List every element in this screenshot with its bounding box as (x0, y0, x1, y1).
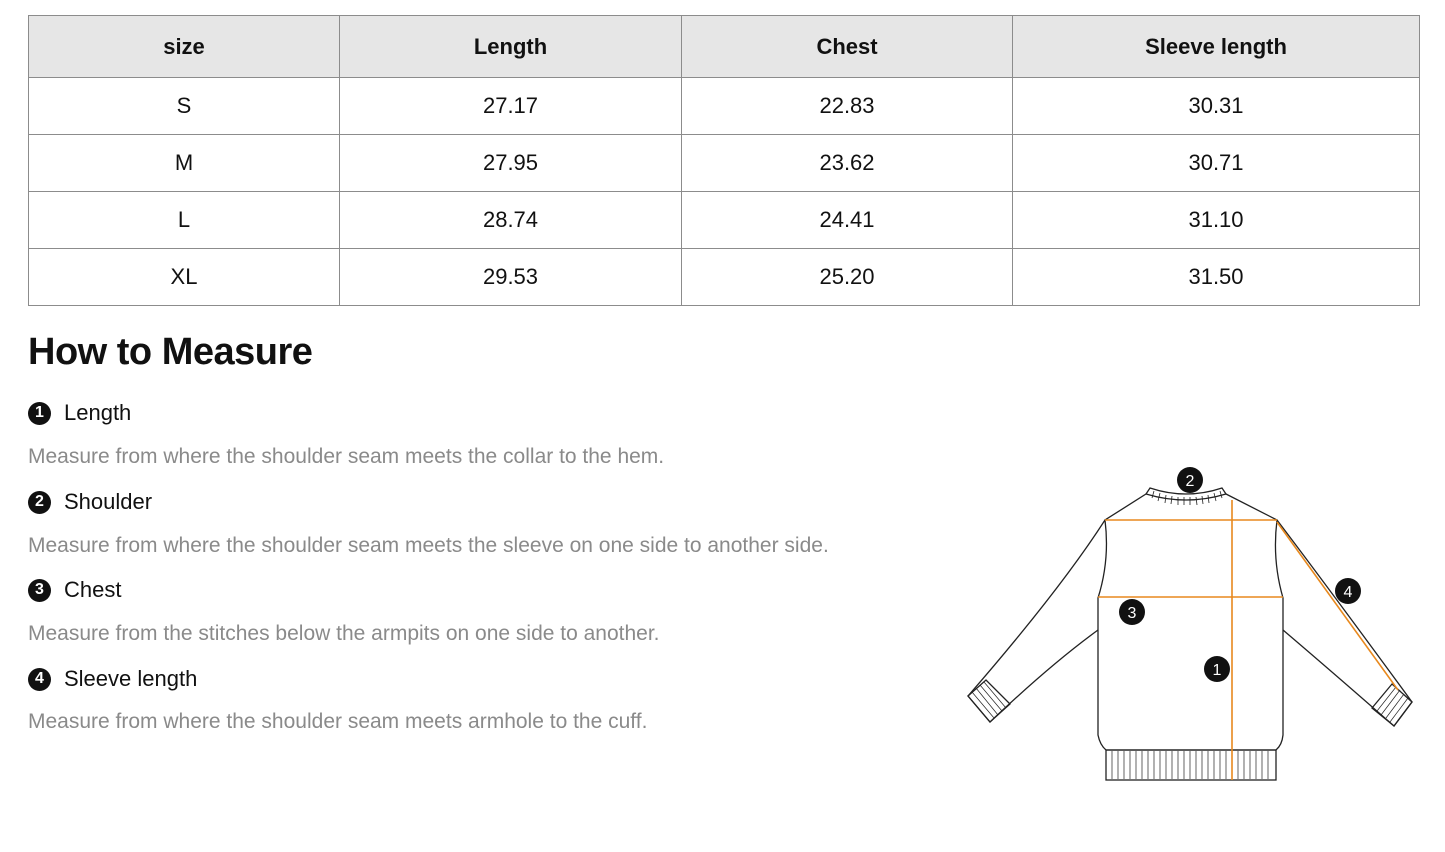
step-label: Shoulder (64, 489, 153, 514)
cell-length: 27.95 (340, 135, 682, 192)
table-header-row (29, 16, 1420, 78)
marker-4 (1335, 578, 1361, 604)
sweater-diagram-icon (960, 460, 1430, 800)
step-label: Sleeve length (64, 666, 198, 691)
svg-text:4: 4 (1343, 584, 1353, 601)
cell-length: 28.74 (340, 192, 682, 249)
cell-chest: 23.62 (682, 135, 1013, 192)
cell-chest: 24.41 (682, 192, 1013, 249)
size-chart-table (28, 15, 1420, 306)
cell-size: S (29, 78, 340, 135)
cell-length: 27.17 (340, 78, 682, 135)
step-sleeve-heading (28, 666, 197, 692)
table-row (29, 135, 1420, 192)
marker-1 (1204, 656, 1230, 682)
cell-size: XL (29, 249, 340, 306)
cell-chest: 25.20 (682, 249, 1013, 306)
cell-length: 29.53 (340, 249, 682, 306)
cell-sleeve-length: 31.50 (1013, 249, 1420, 306)
step-length-description: Measure from where the shoulder seam meets the collar to the hem. (28, 445, 665, 468)
number-3-icon: 3 (28, 579, 51, 602)
number-1-icon: 1 (28, 402, 51, 425)
table-row (29, 249, 1420, 306)
step-label: Chest (64, 577, 122, 602)
step-label: Length (64, 400, 132, 425)
cell-sleeve-length: 31.10 (1013, 192, 1420, 249)
svg-text:2: 2 (1185, 473, 1195, 490)
svg-text:3: 3 (1127, 605, 1137, 622)
cell-chest: 22.83 (682, 78, 1013, 135)
how-to-measure-title: How to Measure (28, 331, 313, 373)
svg-text:1: 1 (1212, 662, 1222, 679)
step-shoulder-heading (28, 489, 152, 515)
table-row (29, 192, 1420, 249)
number-2-icon: 2 (28, 491, 51, 514)
marker-3 (1119, 599, 1145, 625)
step-shoulder-description: Measure from where the shoulder seam meets the sleeve on one side to another side. (28, 534, 829, 557)
marker-2 (1177, 467, 1203, 493)
header-size: size (29, 16, 340, 78)
table-row (29, 78, 1420, 135)
cell-size: L (29, 192, 340, 249)
cell-sleeve-length: 30.31 (1013, 78, 1420, 135)
step-sleeve-description: Measure from where the shoulder seam meets armhole to the cuff. (28, 710, 648, 733)
cell-size: M (29, 135, 340, 192)
step-chest-heading (28, 577, 121, 603)
step-chest-description: Measure from the stitches below the armpits on one side to another. (28, 622, 660, 645)
step-length-heading (28, 400, 131, 426)
number-4-icon: 4 (28, 668, 51, 691)
header-chest: Chest (682, 16, 1013, 78)
cell-sleeve-length: 30.71 (1013, 135, 1420, 192)
header-length: Length (340, 16, 682, 78)
header-sleeve-length: Sleeve length (1013, 16, 1420, 78)
